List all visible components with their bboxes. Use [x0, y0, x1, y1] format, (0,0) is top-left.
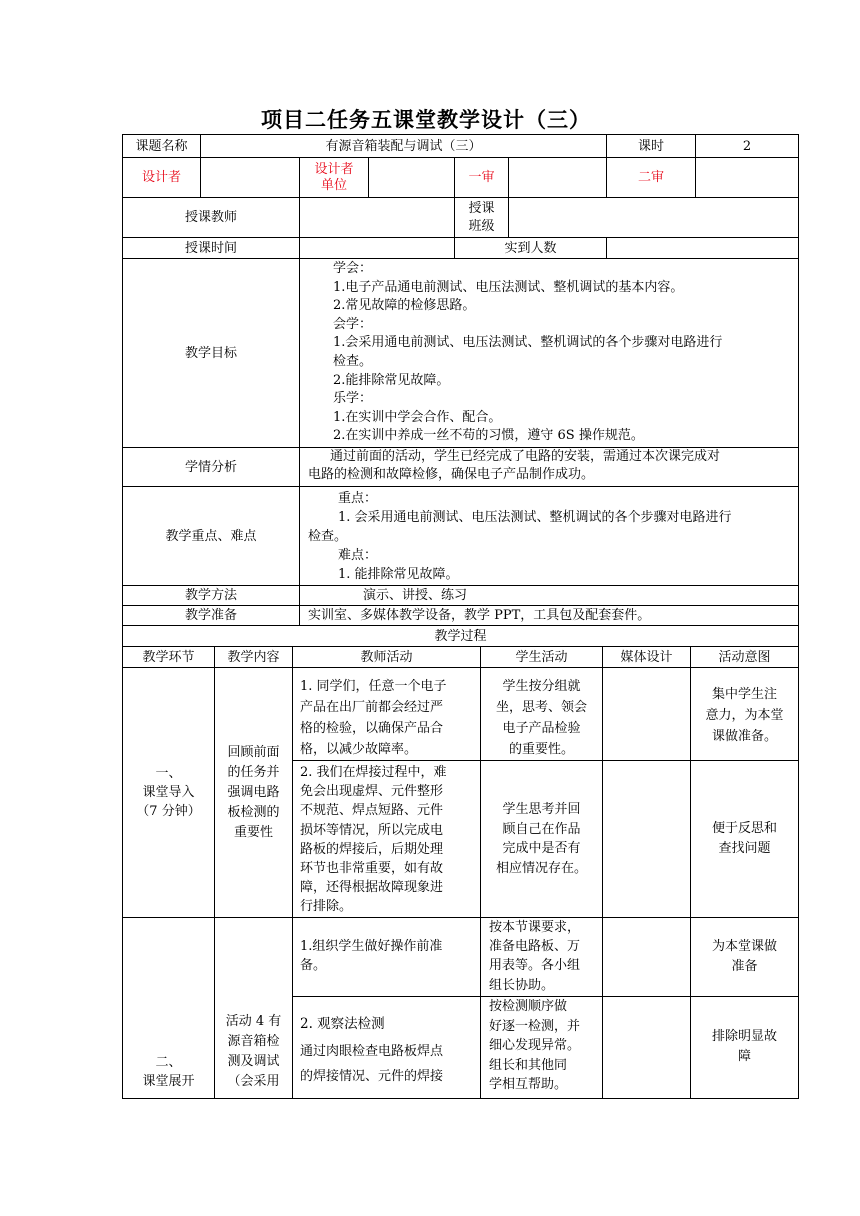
topic-value: 有源音箱装配与调试（三） — [325, 138, 482, 154]
second-review-value[interactable] — [696, 158, 798, 197]
column-header: 教学环节 — [142, 649, 195, 665]
objective-line: 1.电子产品通电前测试、电压法测试、整机调试的基本内容。 — [333, 279, 684, 295]
class-label: 授课班级 — [468, 200, 495, 234]
designer-unit-label: 设计者单位 — [314, 161, 354, 193]
stage1-row1-teacher: 1. 同学们，任意一个电子 产品在出厂前都会经过严 格的检验，以确保产品合 格，以减少故障率。 — [300, 679, 447, 757]
class-value[interactable] — [509, 198, 798, 237]
hours-value: 2 — [742, 138, 752, 154]
stage1-row2-intent: 便于反思和 查找问题 — [711, 821, 777, 856]
process-title: 教学过程 — [434, 628, 487, 644]
objectives-label: 教学目标 — [184, 345, 237, 361]
analysis-text: 通过前面的活动，学生已经完成了电路的安装，需通过本次课完成对 电路的检测和故障检修，确保电子产品制作成功。 — [308, 449, 721, 482]
stage1-row2-media — [603, 761, 690, 917]
attendance-value[interactable] — [607, 238, 798, 258]
teacher-value[interactable] — [300, 198, 454, 237]
objective-line: 乐学： — [333, 391, 373, 407]
objectives-text — [300, 259, 798, 447]
stage2-row2-media — [603, 997, 690, 1098]
stage2-row2-teacher: 2. 观察法检测 通过肉眼检查电路板焊点 的焊接情况、元件的焊接 — [300, 1016, 444, 1084]
stage2-row1-intent: 为本堂课做 准备 — [711, 939, 777, 974]
column-header: 教学内容 — [227, 649, 280, 665]
objective-line: 1.在实训中学会合作、配合。 — [333, 409, 502, 425]
designer-value[interactable] — [201, 158, 299, 197]
stage2-row1-teacher: 1.组织学生做好操作前准 备。 — [300, 939, 443, 973]
designer-label: 设计者 — [141, 170, 181, 185]
stage2-content: 活动 4 有 源音箱检 测及调试 （会采用 — [225, 1014, 282, 1089]
designer-unit-value[interactable] — [369, 158, 454, 197]
second-review-label: 二审 — [637, 170, 664, 185]
column-header: 学生活动 — [515, 649, 568, 665]
first-review-value[interactable] — [509, 158, 606, 197]
topic-label: 课题名称 — [135, 138, 188, 154]
stage1-name: 一、 课堂导入 （7 分钟） — [136, 766, 201, 819]
preparation-value: 实训室、多媒体教学设备，教学 PPT，工具包及配套套件。 — [308, 608, 651, 623]
method-label: 教学方法 — [184, 588, 237, 603]
objective-line: 会学： — [333, 316, 373, 332]
page-title: 项目二任务五课堂教学设计（三） — [261, 108, 591, 132]
stage1-row1-media — [603, 668, 690, 760]
attendance-label: 实到人数 — [504, 240, 557, 256]
stage1-content: 回顾前面 的任务并 强调电路 板检测的 重要性 — [227, 744, 280, 840]
column-header: 活动意图 — [718, 649, 771, 665]
stage2-row1-student: 按本节课要求， 准备电路板、万 用表等。各小组 组长协助。 — [489, 920, 581, 993]
teacher-label: 授课教师 — [184, 210, 237, 225]
first-review-label: 一审 — [468, 170, 495, 185]
objective-line: 2.常见故障的检修思路。 — [333, 298, 476, 314]
column-header: 教师活动 — [360, 649, 413, 665]
method-value: 演示、讲授、练习 — [363, 588, 468, 603]
objective-line: 2.在实训中养成一丝不苟的习惯，遵守 6S 操作规范。 — [333, 428, 644, 444]
column-header: 媒体设计 — [620, 649, 673, 665]
objective-line: 1.会采用通电前测试、电压法测试、整机调试的各个步骤对电路进行 — [333, 335, 723, 351]
objective-line: 检查。 — [333, 353, 373, 369]
objective-line: 2.能排除常见故障。 — [333, 372, 450, 388]
hours-label: 课时 — [637, 138, 664, 154]
analysis-label: 学情分析 — [184, 459, 237, 475]
stage2-row2-student: 按检测顺序做 好逐一检测，并 细心发现异常。 组长和其他同 学相互帮助。 — [489, 999, 581, 1092]
stage1-row1-intent: 集中学生注 意力，为本堂 课做准备。 — [705, 687, 784, 744]
key-points-text: 重点： 1. 会采用通电前测试、电压法测试、整机调试的各个步骤对电路进行 检查。 难点： 1. 能排除常见故障。 — [308, 491, 732, 582]
key-points-label: 教学重点、难点 — [165, 528, 257, 544]
time-label: 授课时间 — [184, 240, 237, 256]
stage1-row2-student: 学生思考并回 顾自己在作品 完成中是否有 相应情况存在。 — [495, 802, 587, 876]
time-value[interactable] — [300, 238, 454, 258]
stage1-row2-teacher: 2. 我们在焊接过程中，难 免会出现虚焊、元件整形 不规范、焊点短路、元件 损坏等情况，所以完成电 路板的焊接后，后期处理 环节也非常重要，如有故 障，还得根据故障现象进 行排除。 — [300, 765, 447, 915]
objective-line: 学会： — [333, 261, 373, 276]
stage2-row2-intent: 排除明显故 障 — [711, 1029, 777, 1064]
stage2-row1-media — [603, 918, 690, 996]
stage1-row1-student: 学生按分组就 坐，思考、领会 电子产品检验 的重要性。 — [495, 679, 587, 757]
preparation-label: 教学准备 — [184, 608, 237, 623]
stage2-name: 二、 课堂展开 — [142, 1055, 195, 1089]
